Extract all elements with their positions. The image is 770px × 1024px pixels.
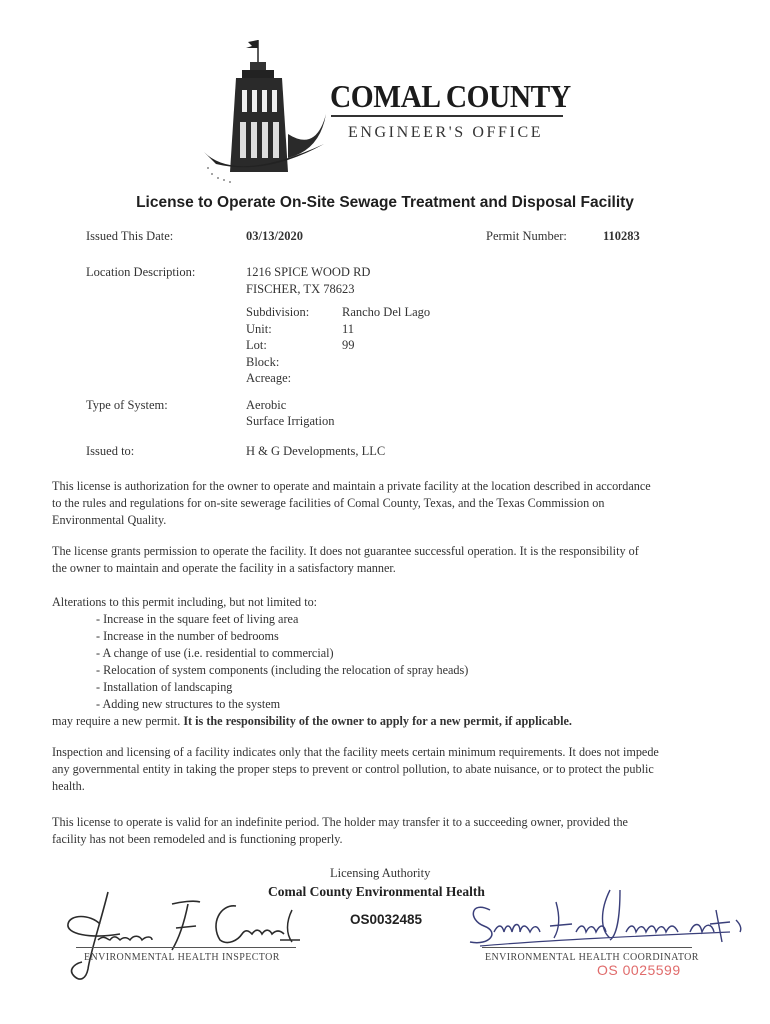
lot-value: 99 (342, 338, 355, 352)
subdivision-value: Rancho Del Lago (342, 305, 431, 319)
issued-date-label: Issued This Date: (86, 229, 174, 243)
issued-date-value: 03/13/2020 (246, 229, 303, 243)
os-number: OS 0025599 (597, 962, 681, 978)
inspector-signature-icon (60, 884, 310, 984)
acreage-label: Acreage: (246, 371, 292, 385)
unit-value: 11 (342, 322, 355, 336)
subdivision-label: Subdivision: (246, 305, 310, 319)
list-item: - A change of use (i.e. residential to commercial) (96, 645, 656, 662)
system-type-line-2: Surface Irrigation (246, 414, 335, 428)
issued-to-label: Issued to: (86, 444, 135, 458)
unit-label: Unit: (246, 322, 272, 336)
permission-paragraph: The license grants permission to operate the facility. It does not guarantee successful operation. It is the responsibility of the owner to maintain and operate the facility in a satisfactory manner. (52, 544, 639, 575)
comal-county-tower-logo-icon (196, 34, 336, 184)
list-item: - Increase in the square feet of living area (96, 611, 656, 628)
inspection-paragraph: Inspection and licensing of a facility indicates only that the facility meets certain minimum requirements. It does not impede any governmental entity in taking the proper steps to prevent or control pollution, to abate nuisance, or to protect the public health. (52, 745, 659, 793)
system-type-label: Type of System: (86, 398, 168, 412)
alterations-list (96, 611, 656, 713)
header-rule (331, 115, 563, 117)
document-title: License to Operate On-Site Sewage Treatment and Disposal Facility (136, 194, 634, 211)
location-line-1: 1216 SPICE WOOD RD (246, 265, 371, 279)
licensing-authority-name: Comal County Environmental Health (268, 884, 485, 899)
alterations-intro: Alterations to this permit including, but not limited to: (52, 595, 318, 609)
responsibility-statement: It is the responsibility of the owner to apply for a new permit, if applicable. (183, 714, 572, 728)
inspector-signature-line (76, 947, 296, 948)
county-name: COMAL COUNTY (330, 78, 571, 114)
location-line-2: FISCHER, TX 78623 (246, 282, 355, 296)
location-label: Location Description: (86, 265, 196, 279)
issued-to-value: H & G Developments, LLC (246, 444, 386, 458)
inspector-title: ENVIRONMENTAL HEALTH INSPECTOR (84, 952, 280, 963)
alterations-end (52, 713, 692, 730)
office-name: ENGINEER'S OFFICE (348, 124, 544, 141)
list-item: - Relocation of system components (including the relocation of spray heads) (96, 662, 656, 679)
authorization-paragraph: This license is authorization for the owner to operate and maintain a private facility at the location described in accordance to the rules and regulations for on-site sewerage facilities of Comal County, Texas, and the Texas Commission on Environmental Quality. (52, 479, 651, 527)
list-item: - Installation of landscaping (96, 679, 656, 696)
permit-number-label: Permit Number: (486, 229, 567, 243)
validity-paragraph: This license to operate is valid for an indefinite period. The holder may transfer it to a succeeding owner, provided the facility has not been remodeled and is functioning properly. (52, 815, 628, 846)
alterations-end-plain: may require a new permit. (52, 714, 181, 728)
permit-number-value: 110283 (603, 229, 640, 243)
list-item: - Adding new structures to the system (96, 696, 656, 713)
licensing-authority-label: Licensing Authority (330, 866, 431, 880)
coordinator-signature-line (482, 947, 692, 948)
stamp-number: OS0032485 (350, 912, 423, 927)
list-item: - Increase in the number of bedrooms (96, 628, 656, 645)
system-type-line-1: Aerobic (246, 398, 287, 412)
coordinator-title: ENVIRONMENTAL HEALTH COORDINATOR (485, 952, 699, 963)
coordinator-signature-icon (460, 880, 750, 960)
lot-label: Lot: (246, 338, 267, 352)
block-label: Block: (246, 355, 280, 369)
